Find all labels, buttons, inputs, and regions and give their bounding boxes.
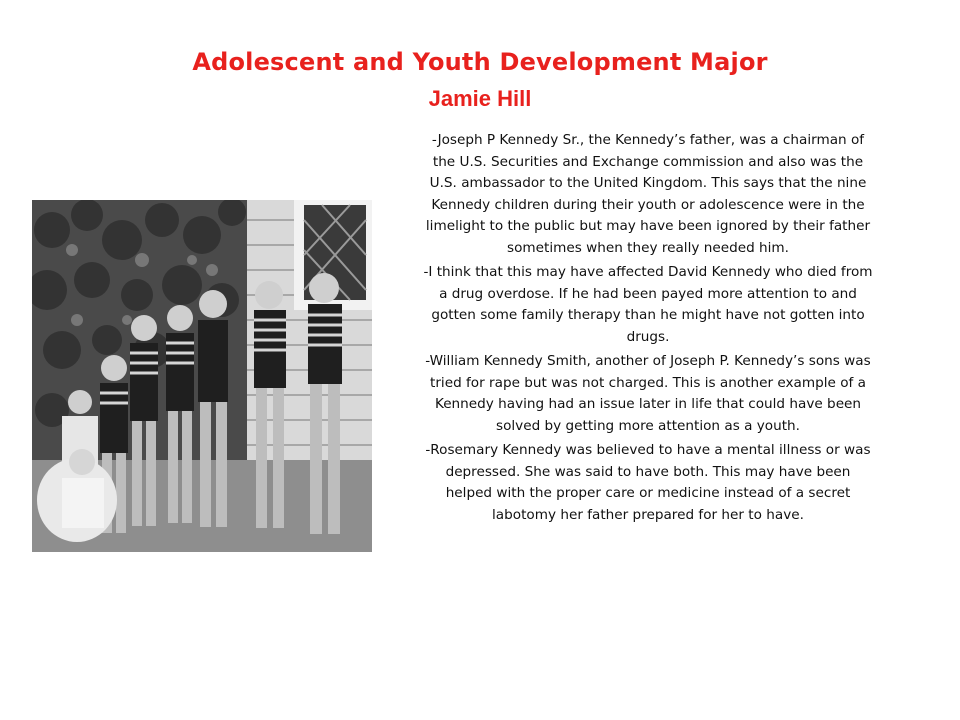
paragraph-david-kennedy: -I think that this may have affected David Kennedy who died from a drug overdose. If he had been payed more attention to and gotten some family therapy than he might have not gotten into drugs. — [423, 264, 873, 345]
slide-subtitle: Jamie Hill — [428, 86, 532, 111]
kennedy-children-photo-image — [32, 200, 372, 552]
kennedy-children-photo — [32, 200, 372, 552]
paragraph-william-kennedy-smith: -William Kennedy Smith, another of Joseph P. Kennedy’s sons was tried for rape but was not charged. This is another example of a Kennedy having had an issue later in life that could have been solved by getting more attention as a youth. — [425, 353, 871, 434]
paragraph-joseph-kennedy: -Joseph P Kennedy Sr., the Kennedy’s father, was a chairman of the U.S. Securities and Exchange commission and also was the U.S. ambassador to the United Kingdom. This says that the nine Kennedy children during their youth or adolescence were in the limelight to the public but may have been ignored by their father sometimes when they really needed him. — [425, 132, 871, 256]
paragraph-rosemary-kennedy: -Rosemary Kennedy was believed to have a mental illness or was depressed. She was said to have both. This may have been helped with the proper care or medicine instead of a secret labotomy her father prepared for her to have. — [425, 442, 871, 523]
slide-title: Adolescent and Youth Development Major — [192, 48, 768, 76]
body-text — [422, 130, 874, 529]
